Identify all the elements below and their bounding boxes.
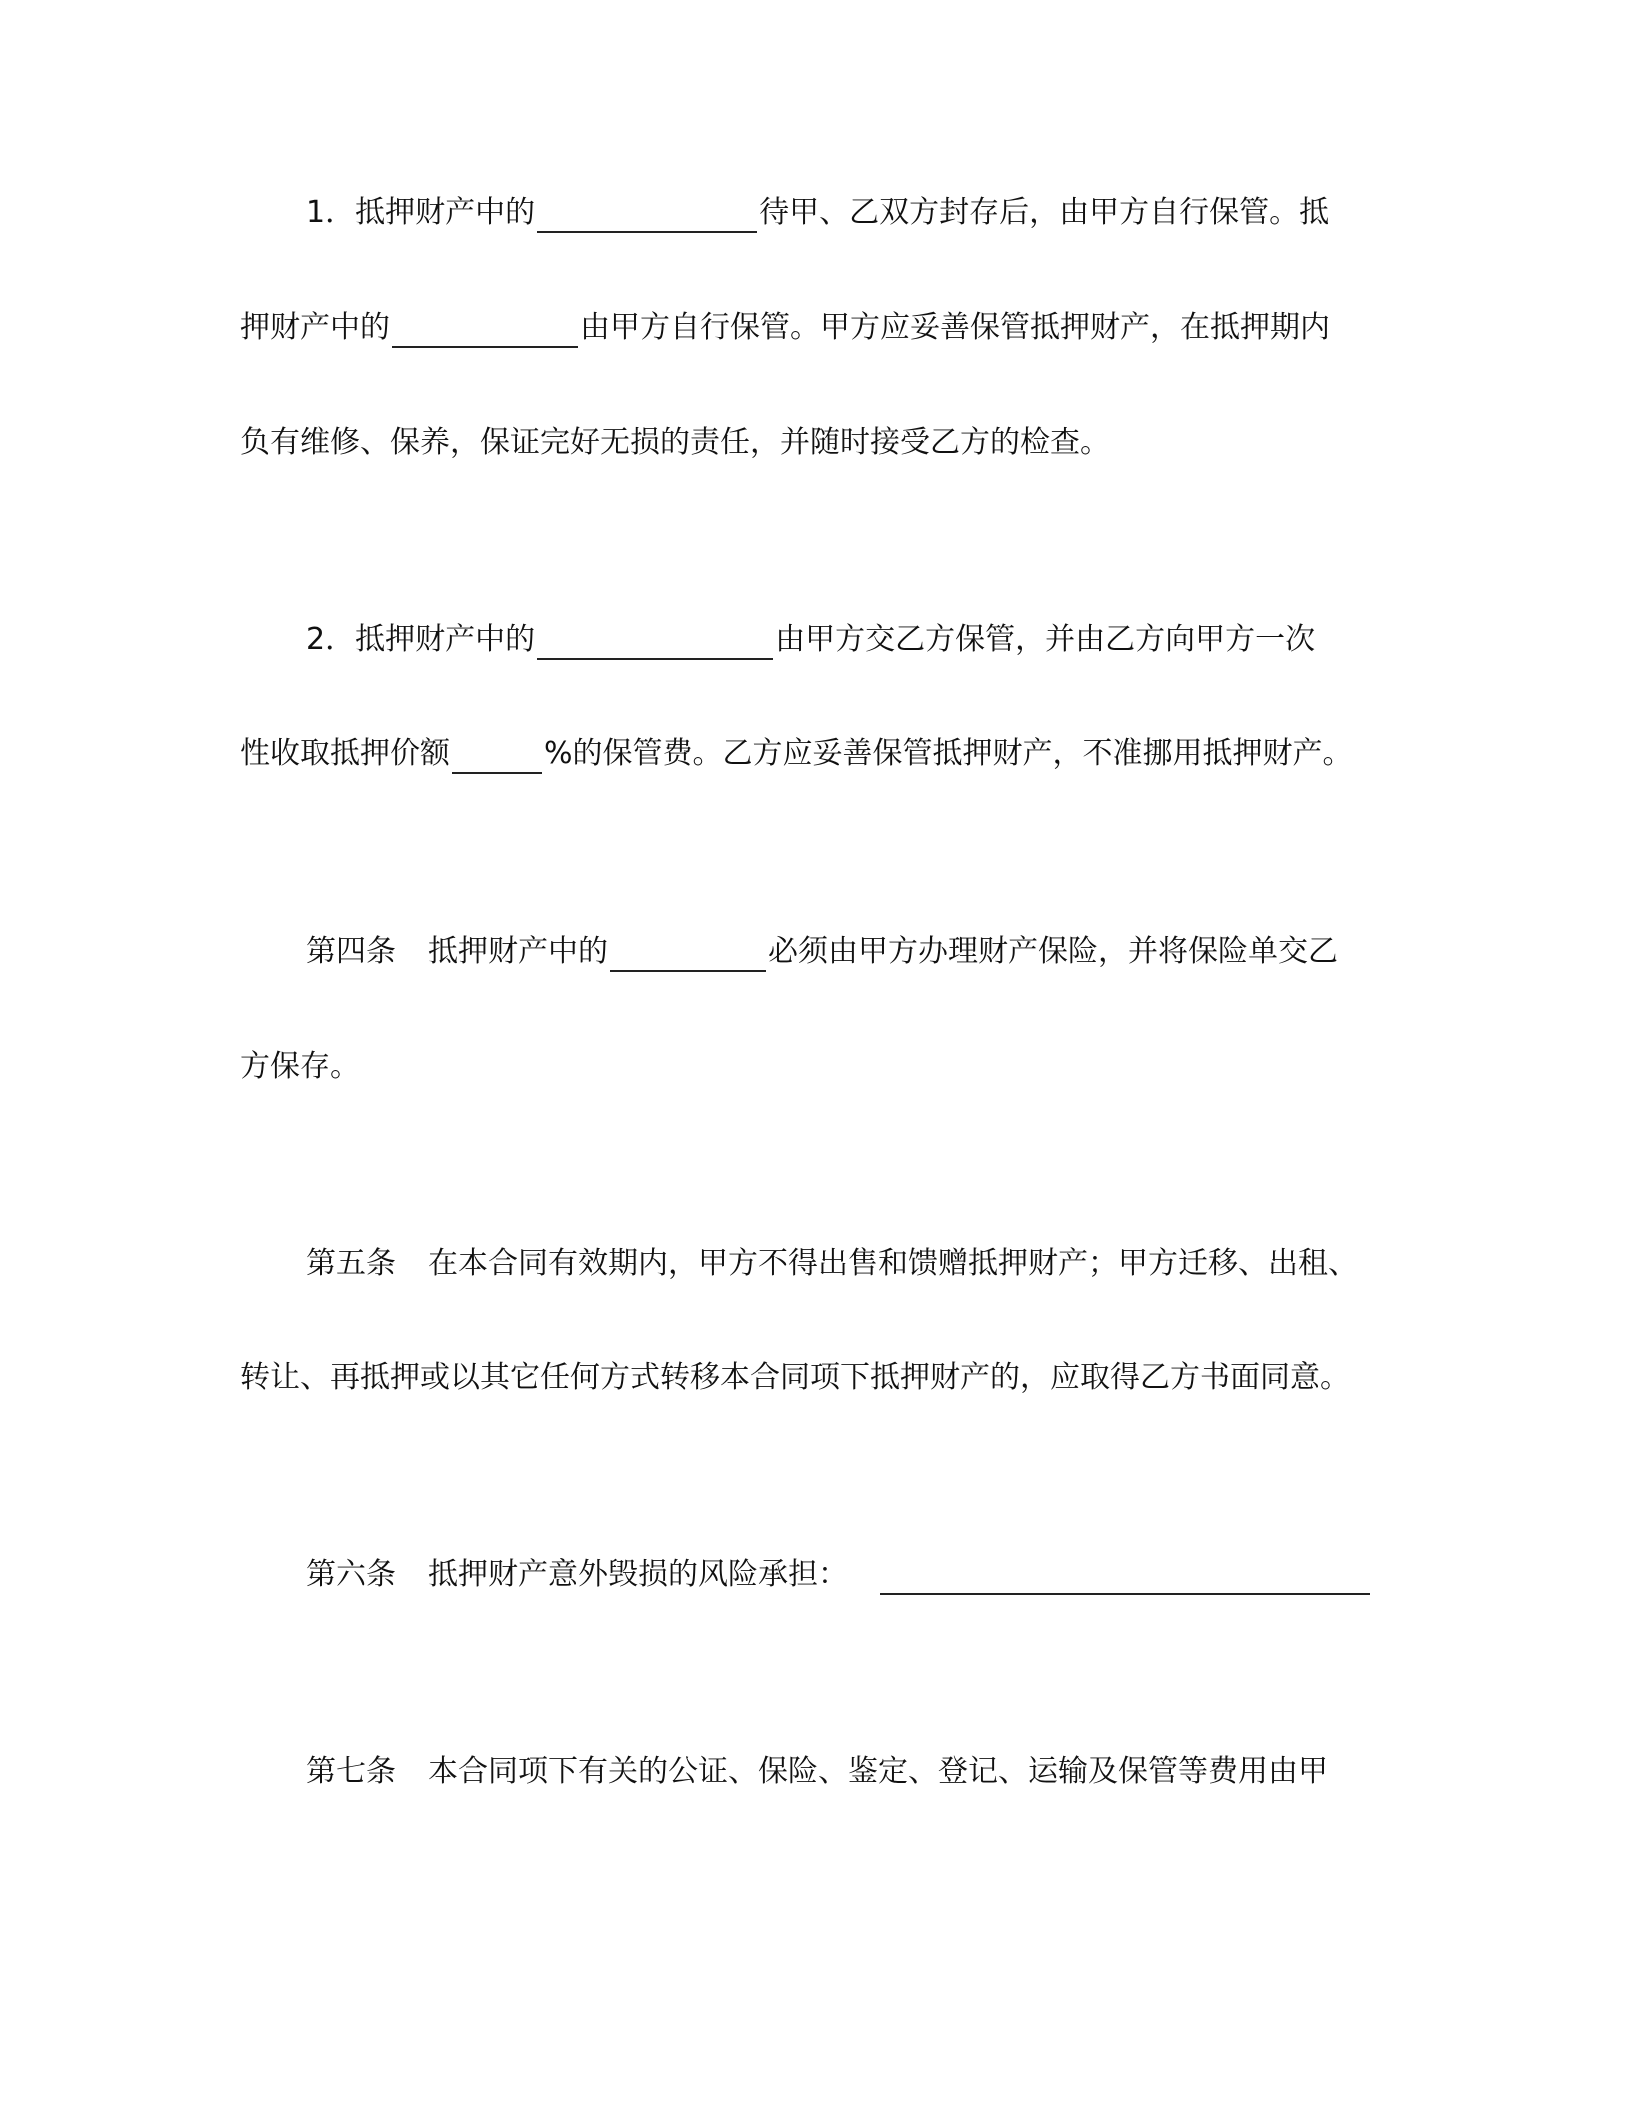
fill-blank-3[interactable] (537, 628, 773, 660)
clause3-item2-text-c: 性收取抵押价额 (240, 736, 450, 771)
clause3-item1-text-c: 押财产中的 (240, 310, 390, 345)
fill-blank-1[interactable] (537, 201, 757, 233)
clause6-text: 抵押财产意外毁损的风险承担： (428, 1557, 848, 1592)
clause3-item1-line1 (306, 193, 1388, 233)
clause5-text-a: 在本合同有效期内，甲方不得出售和馈赠抵押财产；甲方迁移、出租、 (428, 1246, 1358, 1281)
clause4-line1 (306, 932, 1388, 972)
clause3-item1-text-a: 1．抵押财产中的 (306, 195, 536, 230)
clause4-text-b: 必须由甲方办理财产保险，并将保险单交乙 (768, 934, 1338, 969)
fill-blank-4[interactable] (610, 940, 766, 972)
clause7-title: 第七条 (306, 1754, 396, 1789)
clause3-item2-text-d: %的保管费。乙方应妥善保管抵押财产，不准挪用抵押财产。 (544, 736, 1353, 771)
clause3-item1-line2 (240, 308, 1388, 348)
clause3-item2-text-b: 由甲方交乙方保管，并由乙方向甲方一次 (775, 622, 1316, 657)
clause5-title: 第五条 (306, 1246, 396, 1281)
clause4-line2 (240, 1047, 1388, 1087)
clause3-item1-text-e: 负有维修、保养，保证完好无损的责任，并随时接受乙方的检查。 (240, 425, 1110, 460)
clause3-item2-line2 (240, 734, 1388, 774)
clause7-text: 本合同项下有关的公证、保险、鉴定、登记、运输及保管等费用由甲 (428, 1754, 1328, 1789)
fill-blank-risk[interactable] (880, 1563, 1370, 1595)
clause3-item2-text-a: 2．抵押财产中的 (306, 622, 536, 657)
clause6-line1 (306, 1555, 1388, 1595)
clause5-text-b: 转让、再抵押或以其它任何方式转移本合同项下抵押财产的，应取得乙方书面同意。 (240, 1360, 1350, 1395)
fill-blank-percent[interactable] (452, 742, 542, 774)
fill-blank-2[interactable] (392, 316, 578, 348)
clause4-text-a: 抵押财产中的 (428, 934, 608, 969)
clause5-line2 (240, 1358, 1388, 1398)
clause4-title: 第四条 (306, 934, 396, 969)
clause7-line1 (306, 1752, 1388, 1792)
clause5-line1 (306, 1244, 1388, 1284)
clause4-text-c: 方保存。 (240, 1049, 360, 1084)
clause3-item1-line3 (240, 423, 1388, 463)
clause3-item1-text-b: 待甲、乙双方封存后，由甲方自行保管。抵 (759, 195, 1330, 230)
clause6-title: 第六条 (306, 1557, 396, 1592)
clause3-item1-text-d: 由甲方自行保管。甲方应妥善保管抵押财产，在抵押期内 (580, 310, 1330, 345)
clause3-item2-line1 (306, 620, 1388, 660)
